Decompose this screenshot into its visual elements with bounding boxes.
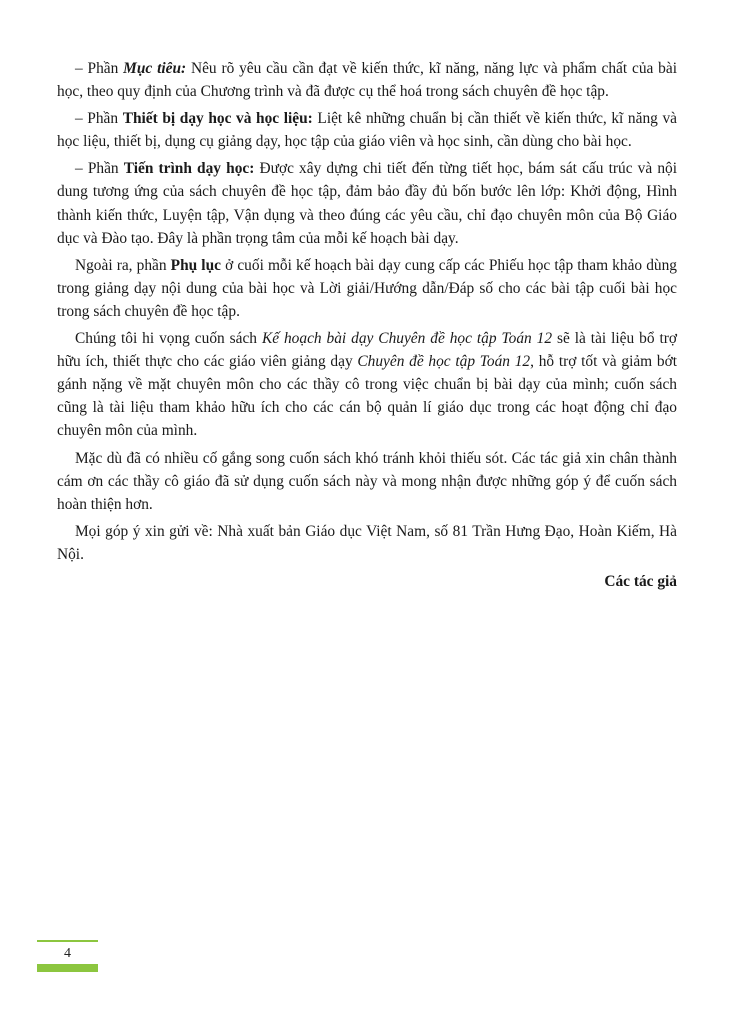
paragraph-muc-tieu: [57, 57, 677, 103]
paragraph-prefix: – Phần: [75, 160, 124, 178]
paragraph-text: ở cuối mỗi kế hoạch bài dạy cung cấp các Phiếu học tập tham khảo dùng trong giảng dạy nội dung của bài học và Lời giải/Hướng dẫn/Đáp số cho các bài tập cuối bài học trong sách chuyên đề học tập.: [57, 256, 677, 320]
paragraph-contact: Mọi góp ý xin gửi về: Nhà xuất bản Giáo dục Việt Nam, số 81 Trần Hưng Đạo, Hoàn Kiếm, Hà Nội.: [57, 522, 677, 563]
paragraph-prefix: Ngoài ra, phần: [75, 256, 171, 274]
paragraph-text: sẽ là tài liệu bổ trợ hữu ích, thiết thực cho các giáo viên giảng dạy: [57, 330, 677, 371]
footer-bottom-bar: [37, 964, 98, 972]
paragraph-phu-luc: [57, 254, 677, 323]
page-footer: [37, 940, 98, 972]
paragraph-thiet-bi: [57, 107, 677, 153]
term-tien-trinh: Tiến trình dạy học:: [123, 160, 255, 178]
signature: Các tác giả: [604, 572, 677, 590]
paragraph-hope: [57, 327, 677, 442]
paragraph-tien-trinh: [57, 157, 677, 249]
book-title: Kế hoạch bài dạy Chuyên đề học tập Toán 12: [261, 330, 553, 348]
document-body: [57, 57, 677, 597]
term-thiet-bi: Thiết bị dạy học và học liệu:: [122, 110, 313, 128]
page-number: 4: [64, 946, 71, 961]
paragraph-text: Liệt kê những chuẩn bị cần thiết về kiến thức, kĩ năng và học liệu, thiết bị, dụng cụ giảng dạy, học tập của giáo viên và học sinh, cần dùng cho bài học.: [57, 110, 677, 151]
paragraph-text: , hỗ trợ tốt và giảm bớt gánh nặng về mặt chuyên môn cho các thầy cô trong việc chuẩn bị bài dạy của mình; cuốn sách cũng là tài liệu tham khảo hữu ích cho các cán bộ quản lí giáo dục trong các hoạt động chỉ đạo chuyên môn của mình.: [57, 353, 678, 440]
paragraph-text: Được xây dựng chi tiết đến từng tiết học, bám sát cấu trúc và nội dung tương ứng của sách chuyên đề học tập, đảm bảo đầy đủ bốn bước lên lớp: Khởi động, Hình thành kiến thức, Luyện tập, Vận dụng và theo đúng các yêu cầu, chỉ đạo chuyên môn của Bộ Giáo dục và Đào tạo. Đây là phần trọng tâm của mỗi kế hoạch bài dạy.: [57, 160, 677, 247]
term-muc-tieu: Mục tiêu:: [123, 60, 187, 77]
paragraph-prefix: – Phần: [75, 110, 123, 128]
book-title: Chuyên đề học tập Toán 12: [357, 353, 531, 371]
term-phu-luc: Phụ lục: [170, 256, 221, 274]
paragraph-apology: Mặc dù đã có nhiều cố gắng song cuốn sách khó tránh khỏi thiếu sót. Các tác giả xin chân thành cám ơn các thầy cô giáo đã sử dụng cuốn sách này và mong nhận được những góp ý để cuốn sách hoàn thiện hơn.: [57, 449, 677, 513]
paragraph-text: Chúng tôi hi vọng cuốn sách: [75, 330, 262, 348]
paragraph-prefix: – Phần: [75, 60, 124, 77]
paragraph-text: Nêu rõ yêu cầu cần đạt về kiến thức, kĩ năng, năng lực và phẩm chất của bài học, theo quy định của Chương trình và đã được cụ thể hoá trong sách chuyên đề học tập.: [57, 60, 677, 101]
